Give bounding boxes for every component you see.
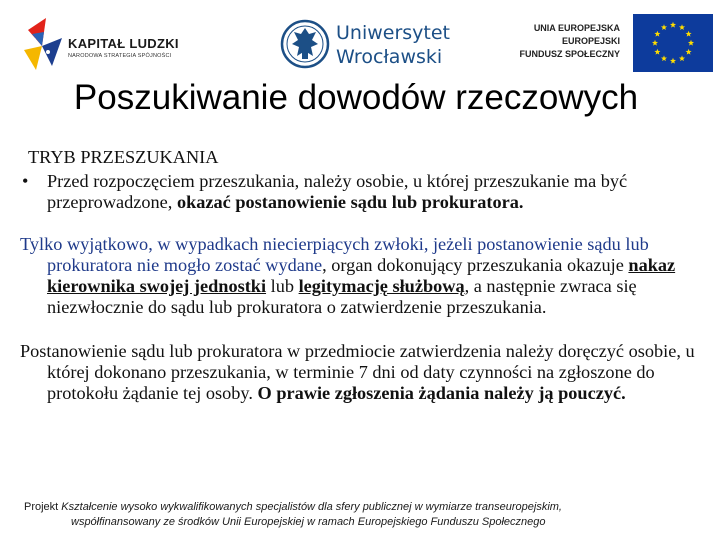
exception-or: lub	[266, 276, 299, 296]
bullet-emphasis: okazać postanowienie sądu lub prokuratora.	[176, 192, 524, 212]
bullet-text: Przed rozpoczęciem przeszukania, należy osobie, u której przeszukanie ma być przeprowadzone,	[47, 171, 628, 212]
university-crest-icon	[280, 14, 330, 74]
university-logo	[280, 14, 450, 74]
footer-line2: współfinansowany ze środków Unii Europejskiej w ramach Europejskiego Funduszu Społecznego	[71, 516, 546, 528]
approval-emphasis: O prawie zgłoszenia żądania należy ją pouczyć.	[257, 383, 626, 403]
section-label: TRYB PRZESZUKANIA	[28, 147, 219, 167]
kl-subtitle: NARODOWA STRATEGIA SPÓJNOŚCI	[68, 53, 172, 59]
eu-line1: UNIA EUROPEJSKA	[533, 23, 620, 33]
slide-title: Poszukiwanie dowodów rzeczowych	[73, 78, 639, 117]
kapital-ludzki-mark	[22, 16, 66, 72]
university-name-line1: Uniwersytet	[336, 22, 450, 44]
footer-line1	[24, 500, 714, 515]
exception-highlight: Tylko wyjątkowo, w wypadkach niecierpiących zwłoki, jeżeli postanowienie sądu lub prokuratora nie mogło zostać wydane	[20, 234, 649, 275]
footer-project	[24, 500, 714, 530]
bullet-marker: •	[22, 171, 29, 191]
approval-text: Postanowienie sądu lub prokuratora w przedmiocie zatwierdzenia należy doręczyć osobie, u której dokonano przeszukania, w terminie 7 dni od daty czynności na zgłoszone do protokołu żądanie tej osoby.	[20, 341, 695, 403]
paragraph-approval	[20, 341, 700, 404]
eu-line3: FUNDUSZ SPOŁECZNY	[519, 49, 620, 59]
eu-flag-icon	[633, 14, 713, 72]
university-name-line2: Wrocławski	[336, 46, 443, 68]
exception-tail: , a następnie zwraca się niezwłocznie do sądu lub prokuratora o zatwierdzenie przeszukania.	[47, 276, 637, 317]
kl-title: KAPITAŁ LUDZKI	[68, 36, 179, 51]
badge-emphasis: legitymację służbową	[298, 276, 465, 296]
eu-line2: EUROPEJSKI	[561, 36, 620, 46]
bullet-item	[20, 171, 700, 213]
slide-content	[20, 147, 700, 404]
footer-label: Projekt	[24, 501, 62, 513]
footer-text1: Kształcenie wysoko wykwalifikowanych specjalistów dla sfery publicznej w wymiarze transeuropejskim,	[61, 501, 562, 513]
exception-text: , organ dokonujący przeszukania okazuje	[322, 255, 629, 275]
order-emphasis: nakaz kierownika swojej jednostki	[47, 255, 676, 296]
header-logos	[0, 0, 720, 80]
eu-fund-text	[519, 22, 620, 61]
kapital-ludzki-logo	[22, 16, 192, 72]
paragraph-exception	[20, 234, 700, 318]
